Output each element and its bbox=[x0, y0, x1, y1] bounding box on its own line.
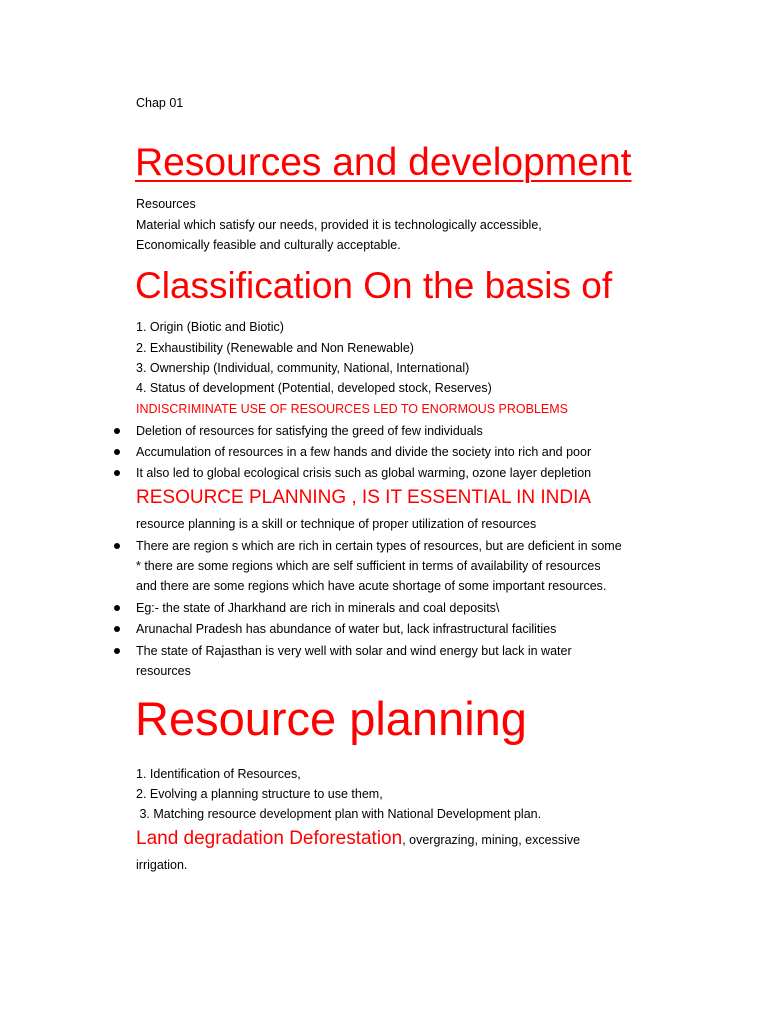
list-item-text: Accumulation of resources in a few hands and divide the society into rich and poor bbox=[136, 445, 592, 459]
classification-heading: Classification On the basis of bbox=[135, 265, 613, 306]
planning-step: 1. Identification of Resources, bbox=[136, 767, 301, 781]
list-item-text: Arunachal Pradesh has abundance of water but, lack infrastructural facilities bbox=[136, 622, 557, 636]
list-item-text: The state of Rajasthan is very well with solar and wind energy but lack in water bbox=[136, 644, 572, 658]
bullet-icon bbox=[114, 428, 120, 434]
bullet-icon bbox=[114, 543, 120, 549]
planning-step: 2. Evolving a planning structure to use them, bbox=[136, 787, 383, 801]
classification-item: 2. Exhaustibility (Renewable and Non Renewable) bbox=[136, 341, 414, 355]
classification-item: 1. Origin (Biotic and Biotic) bbox=[136, 320, 284, 334]
planning-india-heading: RESOURCE PLANNING , IS IT ESSENTIAL IN INDIA bbox=[136, 487, 592, 508]
resource-planning-heading: Resource planning bbox=[135, 692, 527, 745]
list-item-continuation: resources bbox=[136, 664, 191, 678]
resources-heading: Resources bbox=[136, 197, 196, 211]
list-item-continuation: and there are some regions which have acute shortage of some important resources. bbox=[136, 579, 607, 593]
resources-definition-line: Economically feasible and culturally acceptable. bbox=[136, 238, 401, 252]
bullet-icon bbox=[114, 449, 120, 455]
list-item-text: It also led to global ecological crisis such as global warming, ozone layer depletion bbox=[136, 466, 592, 480]
classification-item: 3. Ownership (Individual, community, National, International) bbox=[136, 361, 470, 375]
planning-definition: resource planning is a skill or technique of proper utilization of resources bbox=[136, 517, 537, 531]
land-degradation-heading: Land degradation Deforestation bbox=[136, 828, 403, 849]
classification-item: 4. Status of development (Potential, developed stock, Reserves) bbox=[136, 381, 492, 395]
list-item-text: Deletion of resources for satisfying the greed of few individuals bbox=[136, 424, 483, 438]
bullet-icon bbox=[114, 648, 120, 654]
list-item-continuation: * there are some regions which are self sufficient in terms of availability of resources bbox=[136, 559, 601, 573]
bullet-icon bbox=[114, 605, 120, 611]
bullet-icon bbox=[114, 470, 120, 476]
bullet-icon bbox=[114, 626, 120, 632]
resources-definition-line: Material which satisfy our needs, provided it is technologically accessible, bbox=[136, 218, 542, 232]
land-degradation-text: , overgrazing, mining, excessive bbox=[402, 833, 581, 847]
document-title: Resources and development bbox=[135, 141, 632, 184]
indiscriminate-heading: INDISCRIMINATE USE OF RESOURCES LED TO ENORMOUS PROBLEMS bbox=[136, 402, 569, 416]
land-degradation-continuation: irrigation. bbox=[136, 858, 188, 872]
list-item-text: Eg:- the state of Jharkhand are rich in minerals and coal deposits\ bbox=[136, 601, 500, 615]
list-item-text: There are region s which are rich in certain types of resources, but are deficient in some bbox=[136, 539, 622, 553]
chapter-label: Chap 01 bbox=[136, 96, 184, 110]
land-degradation-line bbox=[136, 827, 580, 852]
planning-step: 3. Matching resource development plan with National Development plan. bbox=[136, 807, 542, 821]
